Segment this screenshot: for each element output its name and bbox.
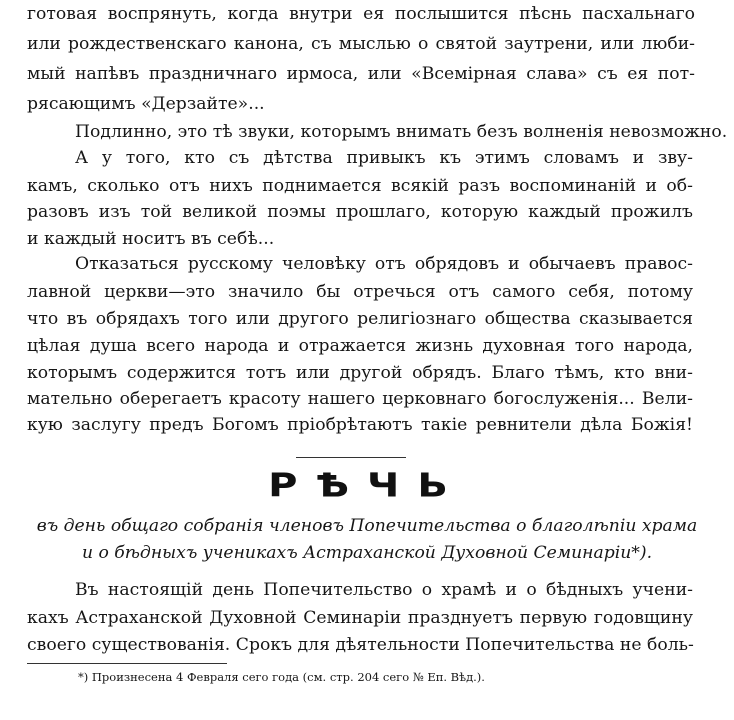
text-line: кую заслугу предъ Богомъ пріобрѣтаютъ такіе ревнители дѣла Божія! [27,415,693,435]
text-line: которымъ содержится тотъ или другой обрядъ. Благо тѣмъ, кто вни- [27,363,693,383]
text-line: лавной церкви—это значило бы отречься отъ самого себя, потому [27,282,693,302]
text-line: цѣлая душа всего народа и отражается жизнь духовная того народа, [27,336,693,356]
text-line: мательно оберегаетъ красоту нашего церковнаго богослуженія... Вели- [27,389,693,409]
subheading-line: и о бѣдныхъ ученикахъ Астраханской Духовной Семинаріи*). [81,543,653,563]
text-line: камъ, сколько отъ нихъ поднимается всякій разъ воспоминаній и об- [27,176,693,196]
text-line: или рождественскаго канона, съ мыслью о святой заутрени, или люби- [27,34,695,54]
text-line: своего существованія. Срокъ для дѣятельности Попечительства не боль- [27,635,694,655]
text-line: и каждый носитъ въ себѣ... [27,229,275,249]
text-line: мый напѣвъ праздничнаго ирмоса, или «Всемірная слава» съ ея пот- [27,64,695,84]
footnote-rule [27,663,227,664]
text-line: разовъ изъ той великой поэмы прошлаго, которую каждый прожилъ [27,202,693,222]
text-line: что въ обрядахъ того или другого религіознаго общества сказывается [27,309,693,329]
text-line: Въ настоящій день Попечительство о храмѣ и о бѣдныхъ учени- [75,580,693,600]
subheading-line: въ день общаго собранія членовъ Попечительства о благолѣпіи храма [36,516,698,536]
text-line: рясающимъ «Дерзайте»... [27,94,265,114]
text-line: готовая воспрянуть, когда внутри ея послышится пѣснь пасхальнаго [27,4,695,24]
footnote: *) Произнесена 4 Февраля сего года (см. стр. 204 сего № Еп. Вѣд.). [78,670,485,684]
text-line: Отказаться русскому человѣку отъ обрядовъ и обычаевъ правос- [75,254,693,274]
text-line: кахъ Астраханской Духовной Семинаріи празднуетъ первую годовщину [27,608,693,628]
text-line: Подлинно, это тѣ звуки, которымъ внимать безъ волненія невозможно. [75,122,728,142]
text-line: А у того, кто съ дѣтства привыкъ къ этимъ словамъ и зву- [75,148,693,168]
section-heading: РѢЧЬ [268,467,466,505]
heading-rule [296,457,406,458]
